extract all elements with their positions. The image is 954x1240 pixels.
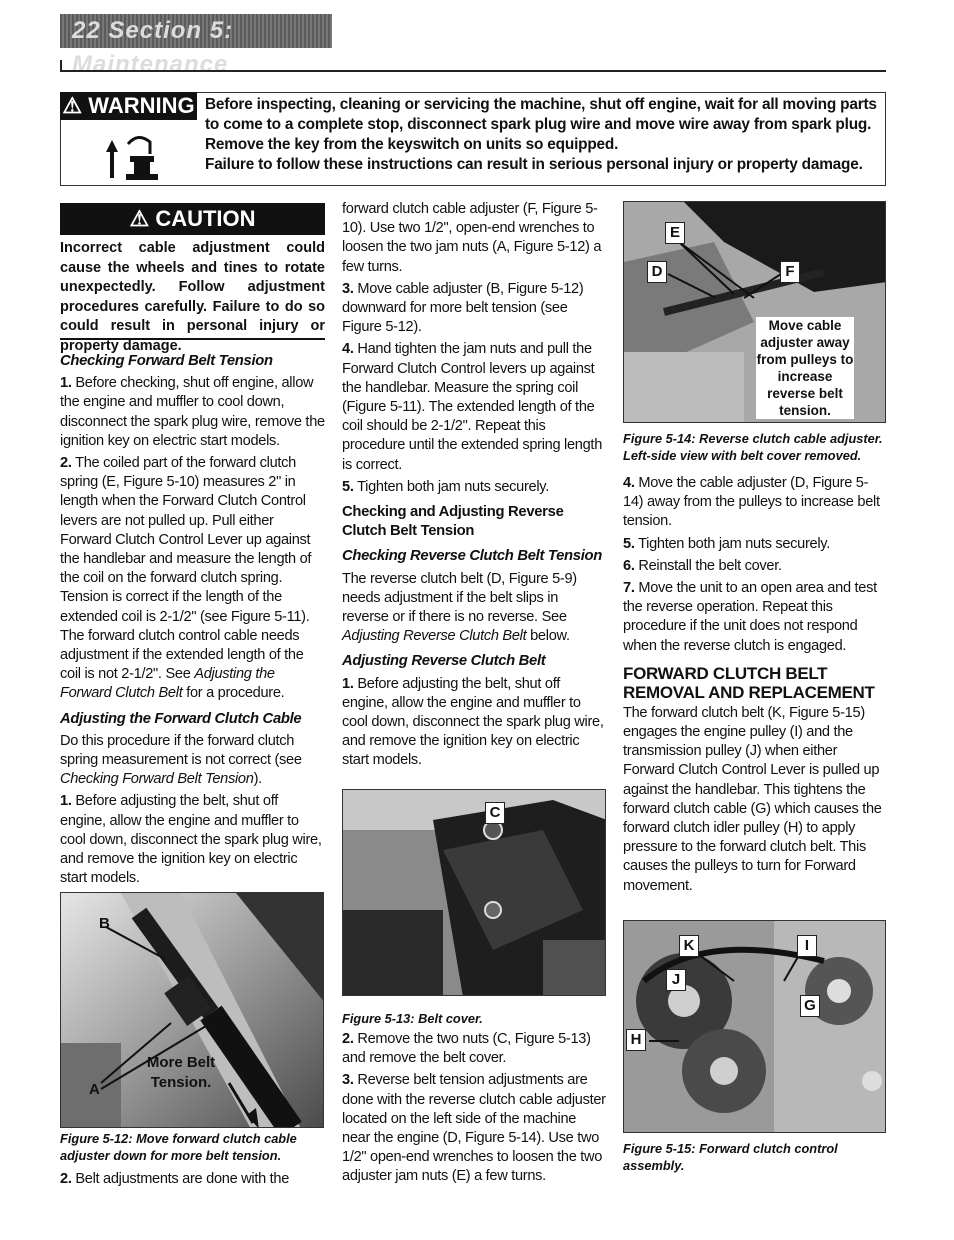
column-1 xyxy=(60,346,325,891)
caution-text: Incorrect cable adjustment could cause the wheels and tines to rotate unexpectedly. Follow adjustment procedures carefully. Failure to do so could result in personal injury or property damage. xyxy=(60,240,325,354)
figure-5-15 xyxy=(623,920,886,1133)
caution-triangle-icon: ⚠ xyxy=(129,206,150,231)
warning-triangle-icon: ⚠ xyxy=(62,93,83,118)
paragraph-reverse: The reverse clutch belt (D, Figure 5-9) needs adjustment if the belt slips in reverse or if there is no reverse. See Adjusting Reverse Clutch Belt below. xyxy=(342,570,577,645)
label-h: H xyxy=(626,1029,646,1051)
forward-clutch-assembly-photo xyxy=(624,921,886,1133)
label-b: B xyxy=(99,915,110,932)
label-j: J xyxy=(666,969,686,991)
caution-label: CAUTION xyxy=(155,206,256,231)
figure-5-13 xyxy=(342,789,606,996)
reverse-step-7: 7. Move the unit to an open area and test the reverse operation. Repeat this procedure if the unit does not respond when the reverse clutch is engaged. xyxy=(623,580,877,654)
figure-5-14 xyxy=(623,201,886,423)
reverse-step-2: 2. Remove the two nuts (C, Figure 5-13) and remove the belt cover. xyxy=(342,1031,591,1067)
spark-plug-disconnect-icon xyxy=(100,130,170,182)
column-3 xyxy=(623,474,886,899)
caution-badge xyxy=(60,203,325,235)
reverse-step-5: 5. Tighten both jam nuts securely. xyxy=(623,535,830,552)
heading-forward-belt-removal: FORWARD CLUTCH BELT REMOVAL AND REPLACEMENT xyxy=(623,663,875,702)
heading-check-forward: Checking Forward Belt Tension xyxy=(60,353,273,369)
page-number: 22 xyxy=(72,17,101,44)
figure-5-14-caption: Figure 5-14: Reverse clutch cable adjuster. Left-side view with belt cover removed. xyxy=(623,431,883,463)
warning-line-1: Before inspecting, cleaning or servicing the machine, shut off engine, wait for all moving parts to come to a complete stop, disconnect spark plug wire and move wire away from spark plug. Remove the key from the keyswitch on units so equipped. xyxy=(205,96,877,153)
figure-5-13-caption: Figure 5-13: Belt cover. xyxy=(342,1011,483,1026)
continued-step: forward clutch cable adjuster (F, Figure 5-10). Use two 1/2", open-end wrenches to loosen the two jam nuts (A, Figure 5-12) a few turns. xyxy=(342,201,602,275)
step-3: 3. Move cable adjuster (B, Figure 5-12) downward for more belt tension (see Figure 5-12). xyxy=(342,280,584,336)
warning-badge xyxy=(60,92,197,120)
step-4: 4. Hand tighten the jam nuts and pull the Forward Clutch Control levers up against the handlebar. Measure the spring coil (Figure 5-11). The extended length of the coil should be 2-1/2". Repeat this procedure until the extended spring length is correct. xyxy=(342,341,603,473)
heading-check-reverse-tension: Checking Reverse Clutch Belt Tension xyxy=(342,548,602,565)
column-2 xyxy=(342,200,607,774)
label-a: A xyxy=(89,1081,100,1098)
caution-rule xyxy=(60,338,325,340)
figure-5-12-caption: Figure 5-12: Move forward clutch cable adjuster down for more belt tension. xyxy=(60,1131,297,1163)
label-k: K xyxy=(679,935,699,957)
more-belt-tension-callout: More Belt Tension. xyxy=(146,1054,216,1091)
warning-text xyxy=(205,95,881,175)
warning-line-2: Failure to follow these instructions can result in serious personal injury or property damage. xyxy=(205,156,863,173)
page-header xyxy=(60,14,332,78)
step-2: 2. The coiled part of the forward clutch spring (E, Figure 5-10) measures 2" in length when the Forward Clutch Control levers are not pulled up. Pull either Forward Clutch Control Lever up against the handlebar and measure the length of the coil on the forward clutch spring. Tension is correct if the length of the extended coil is 2-1/2" (see Figure 5-11). The forward clutch control cable needs adjustment if the extended length of the coil is not 2-1/2". See Adjusting the Forward Clutch Belt for a procedure. xyxy=(60,455,312,702)
label-i: I xyxy=(797,935,817,957)
label-e: E xyxy=(665,222,685,244)
step-5: 5. Tighten both jam nuts securely. xyxy=(342,478,549,495)
reverse-step-1: 1. Before adjusting the belt, shut off engine, allow the engine and muffler to cool down, disconnect the spark plug wire, and remove the ignition key on electric start models. xyxy=(342,675,604,769)
heading-adjust-forward: Adjusting the Forward Clutch Cable xyxy=(60,710,302,727)
belt-cover-photo xyxy=(343,790,606,996)
column-1-tail xyxy=(60,1170,325,1192)
paragraph-forward-belt: The forward clutch belt (K, Figure 5-15) engages the engine pulley (I) and the transmission pulley (J) when either Forward Clutch Control Lever is pulled up against the handlebar. This tightens the forward clutch cable (G) which causes the forward clutch idler pulley (H) to apply pressure to the forward clutch belt. This causes the pulleys to turn for Forward movement. xyxy=(623,704,882,894)
label-d: D xyxy=(647,261,667,283)
label-c: C xyxy=(485,802,505,824)
reverse-step-6: 6. Reinstall the belt cover. xyxy=(623,557,782,574)
paragraph-do: Do this procedure if the forward clutch spring measurement is not correct (see Checking Forward Belt Tension). xyxy=(60,732,302,788)
label-f: F xyxy=(780,261,800,283)
column-2-tail xyxy=(342,1030,607,1190)
reverse-step-3: 3. Reverse belt tension adjustments are done with the reverse clutch cable adjuster located on the left side of the machine near the engine (D, Figure 5-14). Use two 1/2" open-end wrenches to loosen the two adjuster jam nuts (E) a few turns. xyxy=(342,1072,606,1185)
header-rule xyxy=(60,70,886,72)
warning-label: WARNING xyxy=(88,93,195,118)
heading-check-reverse: Checking and Adjusting Reverse Clutch Belt Tension xyxy=(342,504,564,540)
figure-5-12 xyxy=(60,892,324,1128)
move-cable-callout: Move cable adjuster away from pulleys to increase reverse belt tension. xyxy=(756,318,854,418)
step-1: 1. Before checking, shut off engine, allow the engine and muffler to cool down, disconnect the spark plug wire, remove the ignition key on electric start models. xyxy=(60,375,325,449)
label-g: G xyxy=(800,995,820,1017)
adjust-step-2: 2. Belt adjustments are done with the xyxy=(60,1171,290,1187)
figure-5-15-caption: Figure 5-15: Forward clutch control assembly. xyxy=(623,1141,838,1173)
heading-adjust-reverse: Adjusting Reverse Clutch Belt xyxy=(342,653,546,670)
reverse-step-4: 4. Move the cable adjuster (D, Figure 5-14) away from the pulleys to increase belt tension. xyxy=(623,475,880,530)
section-title: Section 5: Maintenance xyxy=(72,17,234,78)
adjust-step-1: 1. Before adjusting the belt, shut off engine, allow the engine and muffler to cool down, disconnect the spark plug wire, and remove the ignition key on electric start models. xyxy=(60,793,322,887)
